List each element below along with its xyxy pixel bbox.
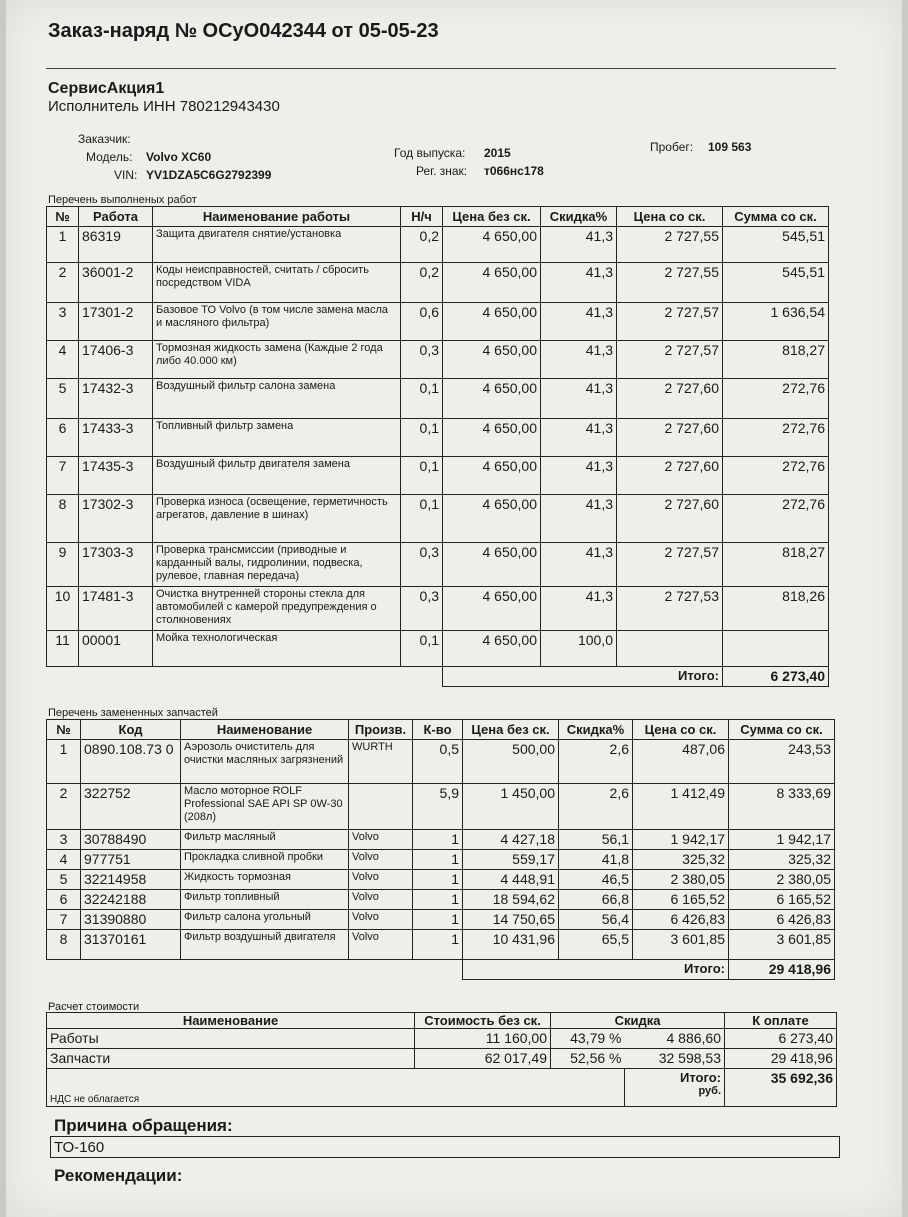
model-value: Volvo XC60 <box>146 150 212 164</box>
works-row-name: Базовое ТО Volvo (в том числе замена масла и масляного фильтра) <box>153 303 401 341</box>
parts-total-label: Итого: <box>463 960 729 980</box>
parts-row-number: 5 <box>47 870 81 890</box>
calc-works-pct: 43,79 % <box>551 1029 625 1049</box>
parts-row-code: 31390880 <box>81 910 181 930</box>
works-header-sum: Сумма со ск. <box>723 207 829 227</box>
parts-row-maker: WURTH <box>349 740 413 784</box>
parts-row-sum: 243,53 <box>729 740 835 784</box>
works-row-hours: 0,1 <box>401 457 443 495</box>
works-row-code: 17302-3 <box>79 495 153 543</box>
parts-row-maker: Volvo <box>349 870 413 890</box>
works-row-sum: 545,51 <box>723 263 829 303</box>
works-row-code: 36001-2 <box>79 263 153 303</box>
works-row-code: 17301-2 <box>79 303 153 341</box>
works-row <box>47 263 829 303</box>
works-row-code: 86319 <box>79 227 153 263</box>
title-divider <box>46 68 836 69</box>
parts-row-price-disc: 6 165,52 <box>633 890 729 910</box>
works-row-name: Проверка износа (освещение, герметичность агрегатов, давление в шинах) <box>153 495 401 543</box>
works-row-discount: 41,3 <box>541 587 617 631</box>
parts-row-number: 2 <box>47 784 81 830</box>
works-row-sum: 818,27 <box>723 543 829 587</box>
calc-caption: Расчет стоимости <box>48 1001 140 1013</box>
works-row-hours: 0,1 <box>401 419 443 457</box>
parts-row <box>47 870 835 890</box>
parts-header-n: № <box>47 720 81 740</box>
works-row-price-disc: 2 727,60 <box>617 379 723 419</box>
parts-row <box>47 830 835 850</box>
works-row-sum: 272,76 <box>723 379 829 419</box>
works-row-number: 4 <box>47 341 79 379</box>
parts-row-code: 322752 <box>81 784 181 830</box>
works-row-price: 4 650,00 <box>443 227 541 263</box>
works-row-hours: 0,3 <box>401 543 443 587</box>
works-row-discount: 41,3 <box>541 227 617 263</box>
parts-row-maker: Volvo <box>349 930 413 960</box>
calc-works-pay: 6 273,40 <box>725 1029 837 1049</box>
parts-row-qty: 1 <box>413 930 463 960</box>
works-row-name: Воздушный фильтр салона замена <box>153 379 401 419</box>
works-row-discount: 41,3 <box>541 495 617 543</box>
works-row-discount: 41,3 <box>541 341 617 379</box>
parts-row-discount: 65,5 <box>559 930 633 960</box>
works-row-price: 4 650,00 <box>443 587 541 631</box>
parts-header-price: Цена без ск. <box>463 720 559 740</box>
parts-row-qty: 0,5 <box>413 740 463 784</box>
works-row-code: 17435-3 <box>79 457 153 495</box>
parts-row-sum: 6 426,83 <box>729 910 835 930</box>
parts-row-number: 3 <box>47 830 81 850</box>
works-row-number: 5 <box>47 379 79 419</box>
works-row-discount: 41,3 <box>541 263 617 303</box>
year-value: 2015 <box>484 146 511 160</box>
reg-value: т066нс178 <box>484 164 544 178</box>
vin-label: VIN: <box>114 168 138 182</box>
parts-row-price-disc: 487,06 <box>633 740 729 784</box>
works-row <box>47 419 829 457</box>
works-row-discount: 41,3 <box>541 543 617 587</box>
works-row-number: 3 <box>47 303 79 341</box>
works-row-hours: 0,1 <box>401 495 443 543</box>
works-header-hours: Н/ч <box>401 207 443 227</box>
works-row <box>47 587 829 631</box>
works-header-price: Цена без ск. <box>443 207 541 227</box>
calc-works-cost: 11 160,00 <box>415 1029 551 1049</box>
works-row-name: Коды неисправностей, считать / сбросить посредством VIDA <box>153 263 401 303</box>
works-caption: Перечень выполненых работ <box>48 194 197 206</box>
works-row-price-disc: 2 727,53 <box>617 587 723 631</box>
works-row-price: 4 650,00 <box>443 379 541 419</box>
works-row-number: 6 <box>47 419 79 457</box>
works-row-price: 4 650,00 <box>443 457 541 495</box>
works-header-row <box>47 207 829 227</box>
works-row-discount: 41,3 <box>541 379 617 419</box>
parts-row-discount: 46,5 <box>559 870 633 890</box>
vin-value: YV1DZA5C6G2792399 <box>146 168 272 182</box>
calc-parts-cost: 62 017,49 <box>415 1049 551 1069</box>
parts-row-number: 7 <box>47 910 81 930</box>
parts-row-discount: 2,6 <box>559 784 633 830</box>
reg-label: Рег. знак: <box>416 164 468 178</box>
works-row-discount: 41,3 <box>541 303 617 341</box>
works-table <box>46 206 829 687</box>
works-header-n: № <box>47 207 79 227</box>
parts-row-price: 500,00 <box>463 740 559 784</box>
parts-row-discount: 56,4 <box>559 910 633 930</box>
works-row-hours: 0,2 <box>401 227 443 263</box>
parts-row-price-disc: 1 412,49 <box>633 784 729 830</box>
parts-row-code: 31370161 <box>81 930 181 960</box>
parts-row-number: 8 <box>47 930 81 960</box>
works-header-name: Наименование работы <box>153 207 401 227</box>
works-row-code: 17433-3 <box>79 419 153 457</box>
parts-row-qty: 1 <box>413 910 463 930</box>
works-header-discount: Скидка% <box>541 207 617 227</box>
parts-row-qty: 1 <box>413 830 463 850</box>
parts-row-number: 4 <box>47 850 81 870</box>
calc-header-pay: К оплате <box>725 1013 837 1029</box>
mileage-label: Пробег: <box>650 140 694 154</box>
works-row-hours: 0,2 <box>401 263 443 303</box>
works-row-price-disc: 2 727,57 <box>617 543 723 587</box>
calc-parts-pay: 29 418,96 <box>725 1049 837 1069</box>
parts-row-code: 32214958 <box>81 870 181 890</box>
works-header-code: Работа <box>79 207 153 227</box>
works-row-sum: 545,51 <box>723 227 829 263</box>
parts-row-code: 0890.108.73 0 <box>81 740 181 784</box>
calc-works-name: Работы <box>47 1029 415 1049</box>
works-row-hours: 0,6 <box>401 303 443 341</box>
parts-row-maker: Volvo <box>349 910 413 930</box>
mileage-value: 109 563 <box>708 140 752 154</box>
parts-row-code: 30788490 <box>81 830 181 850</box>
works-row <box>47 457 829 495</box>
parts-row-qty: 1 <box>413 890 463 910</box>
parts-row-name: Фильтр воздушный двигателя <box>181 930 349 960</box>
parts-row-sum: 1 942,17 <box>729 830 835 850</box>
parts-row-discount: 56,1 <box>559 830 633 850</box>
works-row-number: 9 <box>47 543 79 587</box>
parts-row-name: Фильтр топливный <box>181 890 349 910</box>
works-total-row <box>47 667 829 687</box>
parts-header-discount: Скидка% <box>559 720 633 740</box>
parts-row-price: 559,17 <box>463 850 559 870</box>
executor-inn: Исполнитель ИНН 780212943430 <box>48 98 280 115</box>
parts-row-name: Прокладка сливной пробки <box>181 850 349 870</box>
works-row-price: 4 650,00 <box>443 303 541 341</box>
parts-row-price-disc: 3 601,85 <box>633 930 729 960</box>
parts-row-sum: 8 333,69 <box>729 784 835 830</box>
customer-label: Заказчик: <box>78 132 131 146</box>
works-row-hours: 0,1 <box>401 631 443 667</box>
parts-header-price-disc: Цена со ск. <box>633 720 729 740</box>
works-row-sum: 272,76 <box>723 495 829 543</box>
works-row <box>47 379 829 419</box>
works-row <box>47 303 829 341</box>
parts-row <box>47 930 835 960</box>
calc-parts-pct: 52,56 % <box>551 1049 625 1069</box>
works-row-sum: 1 636,54 <box>723 303 829 341</box>
calc-parts-disc: 32 598,53 <box>625 1049 725 1069</box>
parts-row <box>47 850 835 870</box>
calc-works-disc: 4 886,60 <box>625 1029 725 1049</box>
parts-row-name: Жидкость тормозная <box>181 870 349 890</box>
calc-parts-name: Запчасти <box>47 1049 415 1069</box>
parts-row-discount: 66,8 <box>559 890 633 910</box>
parts-header-sum: Сумма со ск. <box>729 720 835 740</box>
parts-row-price-disc: 2 380,05 <box>633 870 729 890</box>
parts-row-sum: 3 601,85 <box>729 930 835 960</box>
parts-header-code: Код <box>81 720 181 740</box>
works-total-value: 6 273,40 <box>723 667 829 687</box>
calc-header-name: Наименование <box>47 1013 415 1029</box>
parts-row-sum: 2 380,05 <box>729 870 835 890</box>
works-row-name: Воздушный фильтр двигателя замена <box>153 457 401 495</box>
parts-row-code: 32242188 <box>81 890 181 910</box>
parts-row-price: 18 594,62 <box>463 890 559 910</box>
parts-header-maker: Произв. <box>349 720 413 740</box>
parts-row-number: 6 <box>47 890 81 910</box>
works-row-sum <box>723 631 829 667</box>
works-row-price-disc <box>617 631 723 667</box>
works-row-price: 4 650,00 <box>443 631 541 667</box>
calc-header-discount: Скидка <box>551 1013 725 1029</box>
parts-row-maker <box>349 784 413 830</box>
parts-row-name: Фильтр масляный <box>181 830 349 850</box>
parts-row-price: 14 750,65 <box>463 910 559 930</box>
works-row-discount: 41,3 <box>541 457 617 495</box>
calc-header-cost: Стоимость без ск. <box>415 1013 551 1029</box>
parts-row-price-disc: 6 426,83 <box>633 910 729 930</box>
reason-value: ТО-160 <box>50 1136 840 1158</box>
works-row-name: Проверка трансмиссии (приводные и карданный валы, гидролинии, подвеска, рулевое, главная передача) <box>153 543 401 587</box>
works-header-price-disc: Цена со ск. <box>617 207 723 227</box>
parts-row-price-disc: 1 942,17 <box>633 830 729 850</box>
works-row-name: Тормозная жидкость замена (Каждые 2 года либо 40.000 км) <box>153 341 401 379</box>
works-row-price: 4 650,00 <box>443 495 541 543</box>
works-row-price-disc: 2 727,57 <box>617 303 723 341</box>
parts-row-sum: 325,32 <box>729 850 835 870</box>
works-row-price: 4 650,00 <box>443 543 541 587</box>
parts-row-discount: 41,8 <box>559 850 633 870</box>
works-row-price: 4 650,00 <box>443 419 541 457</box>
parts-caption: Перечень замененных запчастей <box>48 707 218 719</box>
parts-row <box>47 910 835 930</box>
works-row-number: 11 <box>47 631 79 667</box>
works-row-discount: 100,0 <box>541 631 617 667</box>
works-row-sum: 818,27 <box>723 341 829 379</box>
parts-row-qty: 5,9 <box>413 784 463 830</box>
recommendations-heading: Рекомендации: <box>54 1166 183 1185</box>
model-label: Модель: <box>86 150 133 164</box>
works-row-number: 1 <box>47 227 79 263</box>
parts-row-price: 4 427,18 <box>463 830 559 850</box>
parts-header-name: Наименование <box>181 720 349 740</box>
calc-table <box>46 1012 837 1107</box>
calc-row-parts <box>47 1049 837 1069</box>
works-row-price: 4 650,00 <box>443 341 541 379</box>
parts-row <box>47 784 835 830</box>
parts-total-value: 29 418,96 <box>729 960 835 980</box>
parts-row-maker: Volvo <box>349 890 413 910</box>
document-sheet <box>6 0 902 1217</box>
works-row <box>47 341 829 379</box>
works-row-number: 10 <box>47 587 79 631</box>
parts-row-code: 977751 <box>81 850 181 870</box>
works-row-code: 17481-3 <box>79 587 153 631</box>
parts-row-price: 4 448,91 <box>463 870 559 890</box>
works-row <box>47 631 829 667</box>
parts-row-name: Аэрозоль очиститель для очистки масляных загрязнений <box>181 740 349 784</box>
calc-total-value: 35 692,36 <box>725 1069 837 1107</box>
works-row-code: 17406-3 <box>79 341 153 379</box>
works-row-code: 17432-3 <box>79 379 153 419</box>
works-row-price-disc: 2 727,57 <box>617 341 723 379</box>
parts-row-maker: Volvo <box>349 830 413 850</box>
parts-header-qty: К-во <box>413 720 463 740</box>
parts-row <box>47 890 835 910</box>
parts-row-qty: 1 <box>413 850 463 870</box>
works-row-number: 8 <box>47 495 79 543</box>
works-total-label: Итого: <box>443 667 723 687</box>
works-row-name: Топливный фильтр замена <box>153 419 401 457</box>
parts-row-qty: 1 <box>413 870 463 890</box>
works-row-sum: 272,76 <box>723 457 829 495</box>
works-row-price-disc: 2 727,60 <box>617 457 723 495</box>
year-label: Год выпуска: <box>394 146 466 160</box>
parts-row-number: 1 <box>47 740 81 784</box>
works-row <box>47 543 829 587</box>
works-row-price-disc: 2 727,60 <box>617 419 723 457</box>
calc-header-row <box>47 1013 837 1029</box>
works-row-hours: 0,1 <box>401 379 443 419</box>
works-row-price-disc: 2 727,55 <box>617 227 723 263</box>
works-row-hours: 0,3 <box>401 587 443 631</box>
vat-note: НДС не облагается <box>47 1069 625 1107</box>
parts-table <box>46 719 835 980</box>
works-row-number: 2 <box>47 263 79 303</box>
parts-row-price-disc: 325,32 <box>633 850 729 870</box>
calc-row-works <box>47 1029 837 1049</box>
works-row-discount: 41,3 <box>541 419 617 457</box>
works-row-name: Очистка внутренней стороны стекла для автомобилей с камерой предупреждения о столкновениях <box>153 587 401 631</box>
parts-total-row <box>47 960 835 980</box>
parts-row-price: 10 431,96 <box>463 930 559 960</box>
parts-row <box>47 740 835 784</box>
calc-total-label: Итого: руб. <box>625 1069 725 1107</box>
document-title: Заказ-наряд № ОСуО042344 от 05-05-23 <box>48 20 439 42</box>
parts-row-name: Масло моторное ROLF Professional SAE API SP 0W-30 (208л) <box>181 784 349 830</box>
works-row-price-disc: 2 727,60 <box>617 495 723 543</box>
works-row-number: 7 <box>47 457 79 495</box>
parts-row-maker: Volvo <box>349 850 413 870</box>
works-row-code: 17303-3 <box>79 543 153 587</box>
works-row-hours: 0,3 <box>401 341 443 379</box>
works-row-sum: 818,26 <box>723 587 829 631</box>
parts-row-discount: 2,6 <box>559 740 633 784</box>
parts-row-name: Фильтр салона угольный <box>181 910 349 930</box>
works-row-name: Защита двигателя снятие/установка <box>153 227 401 263</box>
calc-total-row <box>47 1069 837 1107</box>
works-row-price: 4 650,00 <box>443 263 541 303</box>
parts-header-row <box>47 720 835 740</box>
organization-name: СервисАкция1 <box>48 80 165 97</box>
reason-heading: Причина обращения: <box>54 1116 233 1135</box>
works-row-sum: 272,76 <box>723 419 829 457</box>
works-row-name: Мойка технологическая <box>153 631 401 667</box>
works-row-code: 00001 <box>79 631 153 667</box>
works-row <box>47 227 829 263</box>
works-row <box>47 495 829 543</box>
parts-row-sum: 6 165,52 <box>729 890 835 910</box>
works-row-price-disc: 2 727,55 <box>617 263 723 303</box>
parts-row-price: 1 450,00 <box>463 784 559 830</box>
